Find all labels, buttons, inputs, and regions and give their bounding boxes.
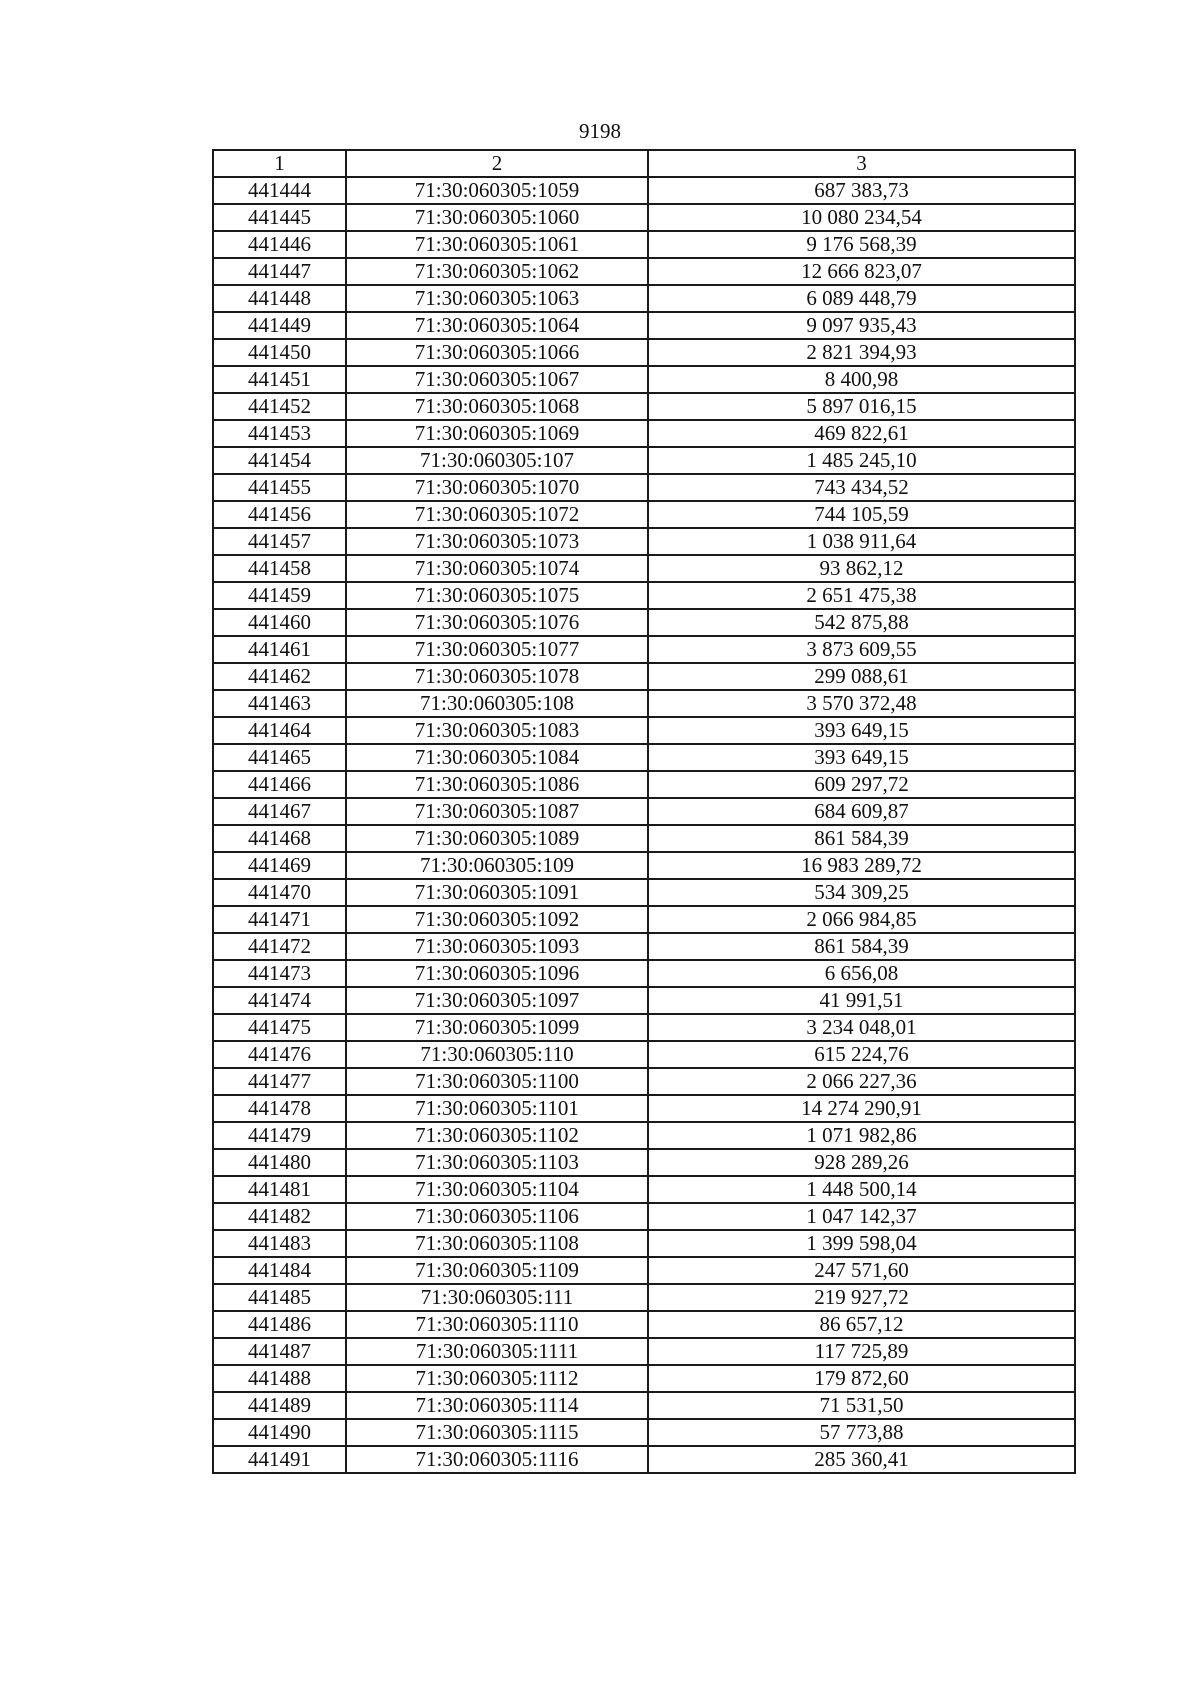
table-row (213, 852, 1075, 879)
table-row (213, 798, 1075, 825)
table-row (213, 1095, 1075, 1122)
row-number-cell: 441487 (213, 1338, 346, 1365)
cadastral-value-cell: 14 274 290,91 (648, 1095, 1075, 1122)
cadastral-number-cell: 71:30:060305:1077 (346, 636, 648, 663)
row-number-cell: 441482 (213, 1203, 346, 1230)
table-row (213, 1284, 1075, 1311)
row-number-cell: 441489 (213, 1392, 346, 1419)
row-number-cell: 441468 (213, 825, 346, 852)
row-number-cell: 441470 (213, 879, 346, 906)
cadastral-value-cell: 247 571,60 (648, 1257, 1075, 1284)
table-row (213, 528, 1075, 555)
cadastral-value-cell: 9 176 568,39 (648, 231, 1075, 258)
cadastral-value-cell: 928 289,26 (648, 1149, 1075, 1176)
cadastral-number-cell: 71:30:060305:1076 (346, 609, 648, 636)
cadastral-number-cell: 71:30:060305:1059 (346, 177, 648, 204)
row-number-cell: 441453 (213, 420, 346, 447)
cadastral-value-cell: 609 297,72 (648, 771, 1075, 798)
table-row (213, 339, 1075, 366)
row-number-cell: 441474 (213, 987, 346, 1014)
cadastral-number-cell: 71:30:060305:1061 (346, 231, 648, 258)
table-row (213, 1149, 1075, 1176)
cadastral-value-cell: 2 821 394,93 (648, 339, 1075, 366)
cadastral-value-cell: 861 584,39 (648, 825, 1075, 852)
cadastral-number-cell: 71:30:060305:1063 (346, 285, 648, 312)
table-row (213, 1257, 1075, 1284)
cadastral-value-cell: 285 360,41 (648, 1446, 1075, 1473)
cadastral-number-cell: 71:30:060305:1062 (346, 258, 648, 285)
cadastral-number-cell: 71:30:060305:1072 (346, 501, 648, 528)
row-number-cell: 441484 (213, 1257, 346, 1284)
table-row (213, 690, 1075, 717)
cadastral-value-cell: 57 773,88 (648, 1419, 1075, 1446)
cadastral-value-cell: 743 434,52 (648, 474, 1075, 501)
table-row (213, 663, 1075, 690)
cadastral-value-cell: 2 651 475,38 (648, 582, 1075, 609)
cadastral-number-cell: 71:30:060305:1091 (346, 879, 648, 906)
table-row (213, 1419, 1075, 1446)
cadastral-number-cell: 71:30:060305:109 (346, 852, 648, 879)
table-row (213, 906, 1075, 933)
cadastral-value-cell: 41 991,51 (648, 987, 1075, 1014)
column-header-1: 1 (213, 150, 346, 177)
table-row (213, 204, 1075, 231)
table-row (213, 771, 1075, 798)
row-number-cell: 441491 (213, 1446, 346, 1473)
cadastral-number-cell: 71:30:060305:1092 (346, 906, 648, 933)
table-row (213, 1176, 1075, 1203)
cadastral-value-cell: 10 080 234,54 (648, 204, 1075, 231)
table-body (213, 177, 1075, 1473)
table-header-row (213, 150, 1075, 177)
cadastral-number-cell: 71:30:060305:1102 (346, 1122, 648, 1149)
table-row (213, 1365, 1075, 1392)
table-row (213, 420, 1075, 447)
cadastral-number-cell: 71:30:060305:1112 (346, 1365, 648, 1392)
cadastral-value-table (212, 149, 1076, 1474)
cadastral-value-cell: 16 983 289,72 (648, 852, 1075, 879)
cadastral-value-cell: 542 875,88 (648, 609, 1075, 636)
cadastral-number-cell: 71:30:060305:1100 (346, 1068, 648, 1095)
row-number-cell: 441464 (213, 717, 346, 744)
cadastral-value-cell: 534 309,25 (648, 879, 1075, 906)
row-number-cell: 441455 (213, 474, 346, 501)
column-header-3: 3 (648, 150, 1075, 177)
table-row (213, 609, 1075, 636)
cadastral-value-cell: 1 038 911,64 (648, 528, 1075, 555)
table-row (213, 744, 1075, 771)
column-header-2: 2 (346, 150, 648, 177)
table-row (213, 177, 1075, 204)
cadastral-value-cell: 393 649,15 (648, 717, 1075, 744)
cadastral-number-cell: 71:30:060305:1075 (346, 582, 648, 609)
table-row (213, 555, 1075, 582)
table-row (213, 987, 1075, 1014)
table-row (213, 879, 1075, 906)
row-number-cell: 441488 (213, 1365, 346, 1392)
cadastral-number-cell: 71:30:060305:1106 (346, 1203, 648, 1230)
cadastral-number-cell: 71:30:060305:1116 (346, 1446, 648, 1473)
table-row (213, 717, 1075, 744)
cadastral-value-cell: 3 570 372,48 (648, 690, 1075, 717)
table-row (213, 231, 1075, 258)
table-row (213, 1068, 1075, 1095)
table-row (213, 1014, 1075, 1041)
row-number-cell: 441462 (213, 663, 346, 690)
cadastral-value-cell: 744 105,59 (648, 501, 1075, 528)
row-number-cell: 441445 (213, 204, 346, 231)
cadastral-number-cell: 71:30:060305:1083 (346, 717, 648, 744)
table-row (213, 285, 1075, 312)
cadastral-number-cell: 71:30:060305:1110 (346, 1311, 648, 1338)
row-number-cell: 441452 (213, 393, 346, 420)
cadastral-number-cell: 71:30:060305:1070 (346, 474, 648, 501)
row-number-cell: 441459 (213, 582, 346, 609)
cadastral-value-cell: 2 066 227,36 (648, 1068, 1075, 1095)
table-row (213, 474, 1075, 501)
cadastral-number-cell: 71:30:060305:1068 (346, 393, 648, 420)
row-number-cell: 441460 (213, 609, 346, 636)
row-number-cell: 441471 (213, 906, 346, 933)
table-row (213, 393, 1075, 420)
table-row (213, 825, 1075, 852)
table-row (213, 312, 1075, 339)
row-number-cell: 441456 (213, 501, 346, 528)
row-number-cell: 441486 (213, 1311, 346, 1338)
table-row (213, 1230, 1075, 1257)
cadastral-number-cell: 71:30:060305:110 (346, 1041, 648, 1068)
cadastral-value-cell: 1 485 245,10 (648, 447, 1075, 474)
cadastral-value-cell: 684 609,87 (648, 798, 1075, 825)
cadastral-value-cell: 71 531,50 (648, 1392, 1075, 1419)
cadastral-number-cell: 71:30:060305:1103 (346, 1149, 648, 1176)
row-number-cell: 441466 (213, 771, 346, 798)
row-number-cell: 441476 (213, 1041, 346, 1068)
row-number-cell: 441448 (213, 285, 346, 312)
cadastral-value-cell: 6 656,08 (648, 960, 1075, 987)
cadastral-number-cell: 71:30:060305:108 (346, 690, 648, 717)
cadastral-value-cell: 615 224,76 (648, 1041, 1075, 1068)
table-row (213, 447, 1075, 474)
cadastral-value-cell: 5 897 016,15 (648, 393, 1075, 420)
cadastral-value-cell: 117 725,89 (648, 1338, 1075, 1365)
cadastral-value-cell: 8 400,98 (648, 366, 1075, 393)
cadastral-number-cell: 71:30:060305:1074 (346, 555, 648, 582)
cadastral-number-cell: 71:30:060305:1087 (346, 798, 648, 825)
cadastral-value-cell: 299 088,61 (648, 663, 1075, 690)
cadastral-value-cell: 2 066 984,85 (648, 906, 1075, 933)
row-number-cell: 441467 (213, 798, 346, 825)
row-number-cell: 441444 (213, 177, 346, 204)
row-number-cell: 441451 (213, 366, 346, 393)
table-row (213, 1041, 1075, 1068)
cadastral-value-cell: 93 862,12 (648, 555, 1075, 582)
row-number-cell: 441475 (213, 1014, 346, 1041)
row-number-cell: 441472 (213, 933, 346, 960)
cadastral-value-cell: 1 399 598,04 (648, 1230, 1075, 1257)
row-number-cell: 441454 (213, 447, 346, 474)
cadastral-number-cell: 71:30:060305:1060 (346, 204, 648, 231)
cadastral-number-cell: 71:30:060305:1073 (346, 528, 648, 555)
table-row (213, 501, 1075, 528)
row-number-cell: 441465 (213, 744, 346, 771)
row-number-cell: 441446 (213, 231, 346, 258)
cadastral-number-cell: 71:30:060305:1064 (346, 312, 648, 339)
cadastral-number-cell: 71:30:060305:1108 (346, 1230, 648, 1257)
cadastral-value-cell: 179 872,60 (648, 1365, 1075, 1392)
cadastral-number-cell: 71:30:060305:1067 (346, 366, 648, 393)
table-row (213, 636, 1075, 663)
cadastral-number-cell: 71:30:060305:1066 (346, 339, 648, 366)
row-number-cell: 441458 (213, 555, 346, 582)
row-number-cell: 441447 (213, 258, 346, 285)
row-number-cell: 441485 (213, 1284, 346, 1311)
table-row (213, 1392, 1075, 1419)
row-number-cell: 441490 (213, 1419, 346, 1446)
cadastral-number-cell: 71:30:060305:111 (346, 1284, 648, 1311)
row-number-cell: 441479 (213, 1122, 346, 1149)
row-number-cell: 441463 (213, 690, 346, 717)
cadastral-number-cell: 71:30:060305:1104 (346, 1176, 648, 1203)
cadastral-value-cell: 861 584,39 (648, 933, 1075, 960)
cadastral-number-cell: 71:30:060305:1097 (346, 987, 648, 1014)
cadastral-number-cell: 71:30:060305:107 (346, 447, 648, 474)
row-number-cell: 441450 (213, 339, 346, 366)
cadastral-value-cell: 219 927,72 (648, 1284, 1075, 1311)
cadastral-value-cell: 1 448 500,14 (648, 1176, 1075, 1203)
row-number-cell: 441457 (213, 528, 346, 555)
cadastral-value-cell: 1 071 982,86 (648, 1122, 1075, 1149)
table-row (213, 1203, 1075, 1230)
row-number-cell: 441449 (213, 312, 346, 339)
cadastral-number-cell: 71:30:060305:1078 (346, 663, 648, 690)
table-row (213, 582, 1075, 609)
row-number-cell: 441478 (213, 1095, 346, 1122)
cadastral-value-cell: 9 097 935,43 (648, 312, 1075, 339)
cadastral-number-cell: 71:30:060305:1086 (346, 771, 648, 798)
table-row (213, 1338, 1075, 1365)
cadastral-value-cell: 3 234 048,01 (648, 1014, 1075, 1041)
cadastral-value-cell: 3 873 609,55 (648, 636, 1075, 663)
cadastral-value-cell: 687 383,73 (648, 177, 1075, 204)
row-number-cell: 441477 (213, 1068, 346, 1095)
table-header (213, 150, 1075, 177)
cadastral-number-cell: 71:30:060305:1115 (346, 1419, 648, 1446)
table-row (213, 366, 1075, 393)
table-row (213, 960, 1075, 987)
cadastral-number-cell: 71:30:060305:1096 (346, 960, 648, 987)
cadastral-number-cell: 71:30:060305:1099 (346, 1014, 648, 1041)
table-row (213, 258, 1075, 285)
row-number-cell: 441483 (213, 1230, 346, 1257)
cadastral-number-cell: 71:30:060305:1089 (346, 825, 648, 852)
cadastral-number-cell: 71:30:060305:1084 (346, 744, 648, 771)
cadastral-number-cell: 71:30:060305:1069 (346, 420, 648, 447)
row-number-cell: 441480 (213, 1149, 346, 1176)
cadastral-number-cell: 71:30:060305:1101 (346, 1095, 648, 1122)
cadastral-value-cell: 86 657,12 (648, 1311, 1075, 1338)
row-number-cell: 441481 (213, 1176, 346, 1203)
row-number-cell: 441469 (213, 852, 346, 879)
cadastral-value-cell: 393 649,15 (648, 744, 1075, 771)
cadastral-value-cell: 6 089 448,79 (648, 285, 1075, 312)
cadastral-value-cell: 469 822,61 (648, 420, 1075, 447)
table-row (213, 1446, 1075, 1473)
page-number: 9198 (579, 119, 621, 143)
cadastral-number-cell: 71:30:060305:1109 (346, 1257, 648, 1284)
cadastral-value-cell: 12 666 823,07 (648, 258, 1075, 285)
cadastral-number-cell: 71:30:060305:1111 (346, 1338, 648, 1365)
cadastral-value-cell: 1 047 142,37 (648, 1203, 1075, 1230)
row-number-cell: 441461 (213, 636, 346, 663)
cadastral-number-cell: 71:30:060305:1093 (346, 933, 648, 960)
row-number-cell: 441473 (213, 960, 346, 987)
table-row (213, 933, 1075, 960)
table-row (213, 1311, 1075, 1338)
table-row (213, 1122, 1075, 1149)
cadastral-number-cell: 71:30:060305:1114 (346, 1392, 648, 1419)
